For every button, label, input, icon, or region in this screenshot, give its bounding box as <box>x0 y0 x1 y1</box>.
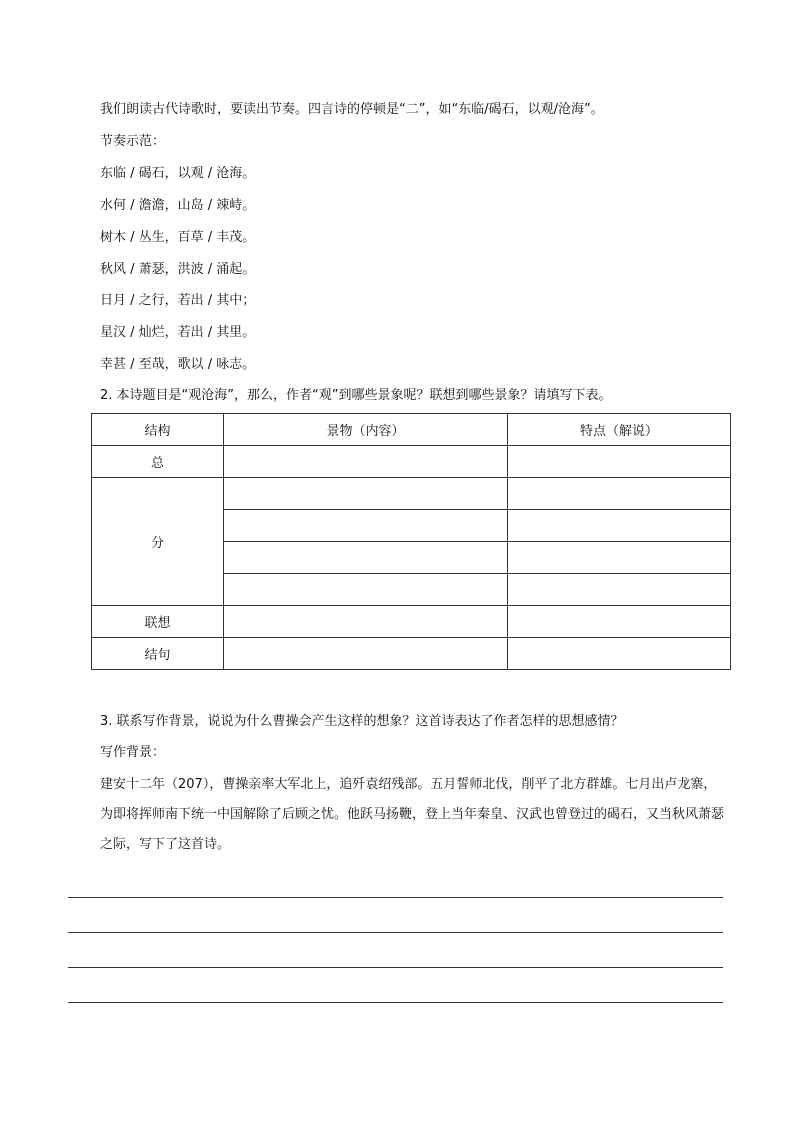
answer-line[interactable] <box>68 1002 723 1003</box>
answer-cell[interactable] <box>224 542 508 574</box>
answer-cell[interactable] <box>508 606 731 638</box>
row-label-conclusion: 结句 <box>92 638 224 670</box>
rhythm-line: 东临 / 碣石，以观 / 沧海。 <box>100 166 256 181</box>
answer-cell[interactable] <box>224 606 508 638</box>
header-scenery: 景物（内容） <box>224 414 508 446</box>
answer-line[interactable] <box>68 932 723 933</box>
rhythm-line: 幸甚 / 至哉，歌以 / 咏志。 <box>100 357 256 372</box>
answer-cell[interactable] <box>224 574 508 606</box>
table-row <box>92 638 731 670</box>
scenery-table <box>91 413 731 670</box>
answer-cell[interactable] <box>508 574 731 606</box>
header-structure: 结构 <box>92 414 224 446</box>
answer-cell[interactable] <box>508 542 731 574</box>
row-label-parts: 分 <box>92 478 224 606</box>
answer-cell[interactable] <box>508 446 731 478</box>
table-row <box>92 478 731 510</box>
rhythm-line: 树木 / 丛生，百草 / 丰茂。 <box>100 230 256 245</box>
table-header-row <box>92 414 731 446</box>
rhythm-line: 日月 / 之行，若出 / 其中； <box>100 293 256 308</box>
table-row <box>92 446 731 478</box>
answer-cell[interactable] <box>224 510 508 542</box>
answer-cell[interactable] <box>508 510 731 542</box>
answer-cell[interactable] <box>224 638 508 670</box>
row-label-association: 联想 <box>92 606 224 638</box>
answer-line[interactable] <box>68 897 723 898</box>
question-3-text: 3. 联系写作背景，说说为什么曹操会产生这样的想象？这首诗表达了作者怎样的思想感情？ <box>100 714 624 729</box>
answer-line[interactable] <box>68 967 723 968</box>
answer-cell[interactable] <box>224 478 508 510</box>
background-label: 写作背景： <box>100 745 166 760</box>
answer-cell[interactable] <box>224 446 508 478</box>
answer-cell[interactable] <box>508 638 731 670</box>
rhythm-example-label: 节奏示范： <box>100 134 166 149</box>
rhythm-line: 水何 / 澹澹，山岛 / 竦峙。 <box>100 198 256 213</box>
rhythm-line: 秋风 / 萧瑟，洪波 / 涌起。 <box>100 262 256 277</box>
background-text: 建安十二年（207），曹操亲率大军北上，追歼袁绍残部。五月誓师北伐，削平了北方群雄。七月出卢龙寨，为即将挥师南下统一中国解除了后顾之忧。他跃马扬鞭，登上当年秦皇、汉武也曾登过的碣石，又当秋风萧瑟之际，写下了这首诗。 <box>100 777 725 852</box>
table-row <box>92 606 731 638</box>
rhythm-line: 星汉 / 灿烂，若出 / 其里。 <box>100 325 256 340</box>
row-label-total: 总 <box>92 446 224 478</box>
answer-cell[interactable] <box>508 478 731 510</box>
intro-text: 我们朗读古代诗歌时，要读出节奏。四言诗的停顿是“二”，如“东临/碣石，以观/沧海”。 <box>100 102 604 117</box>
question-2-text: 2. 本诗题目是“观沧海”，那么，作者“观”到哪些景象呢？联想到哪些景象？请填写下表。 <box>100 388 612 403</box>
header-features: 特点（解说） <box>508 414 731 446</box>
